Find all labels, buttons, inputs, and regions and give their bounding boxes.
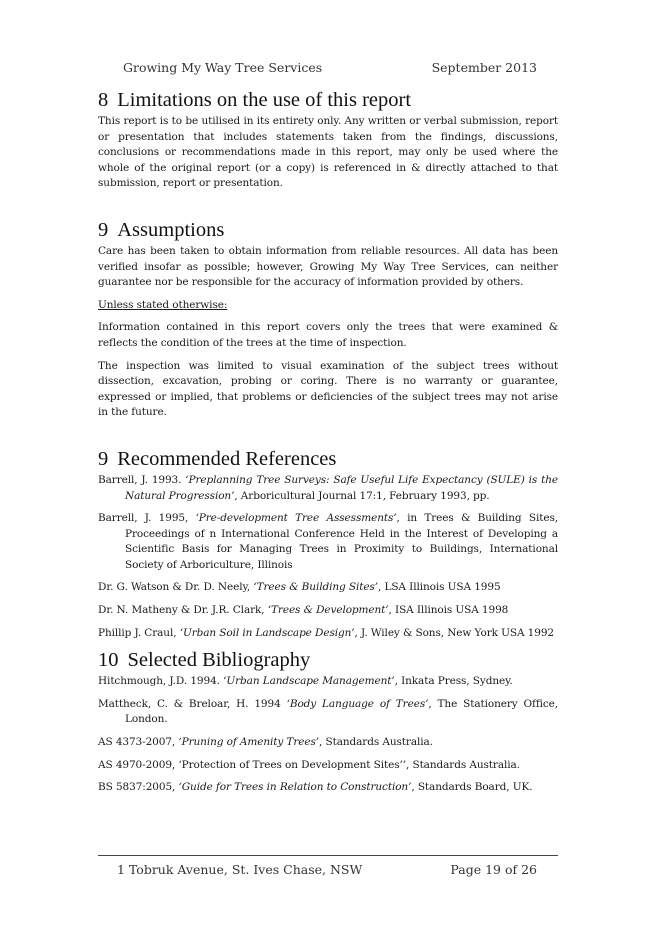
assumptions-paragraph-3: The inspection was limited to visual examination of the subject trees without dissection, excavation, probing or coring. There is no warranty or guarantee, expressed or implied, that problems or deficiencies of the subject trees may not arise in the future.: [98, 359, 558, 419]
reference-title: ‘Preplanning Tree Surveys: Safe Useful Life Expectancy (SULE) is the Natural Progression’: [125, 473, 558, 502]
reference-details: , ISA Illinois USA 1998: [388, 604, 509, 617]
bibliography-author: BS 5837:2005,: [98, 781, 179, 794]
section-number: 8: [98, 89, 109, 111]
assumptions-paragraph-2: Information contained in this report covers only the trees that were examined & reflects the condition of the trees at the time of inspection.: [98, 321, 558, 349]
reference-author: Dr. N. Matheny & Dr. J.R. Clark,: [98, 604, 268, 617]
bibliography-title: ‘Body Language of Trees’: [286, 697, 429, 710]
bibliography-details: , Standards Australia.: [319, 736, 433, 749]
assumptions-paragraph-1: Care has been taken to obtain information from reliable resources. All data has been verified insofar as possible; however, Growing My Way Tree Services, can neither guarantee nor be responsible for the accuracy of information provided by others.: [98, 244, 558, 289]
page-header: [123, 60, 537, 75]
bibliography-title: ‘Urban Landscape Management’: [223, 675, 395, 688]
reference-item: [98, 511, 558, 573]
reference-author: Barrell, J. 1995,: [98, 512, 196, 525]
page-number: Page 19 of 26: [450, 862, 537, 877]
section-heading: [98, 447, 558, 471]
bibliography-item: [98, 735, 558, 751]
references-list: [98, 473, 558, 641]
bibliography-title: ‘Guide for Trees in Relation to Construction’: [178, 781, 412, 794]
bibliography-author: AS 4373-2007,: [98, 736, 179, 749]
reference-title: ‘Pre-development Tree Assessments’: [195, 512, 397, 525]
bibliography-title: ‘Pruning of Amenity Trees’: [178, 736, 320, 749]
bibliography-author: Hitchmough, J.D. 1994.: [98, 675, 224, 688]
bibliography-author: Mattheck, C. & Breloar, H. 1994: [98, 697, 287, 710]
reference-author: Barrell, J. 1993.: [98, 473, 186, 486]
reference-title: ‘Trees & Building Sites’: [253, 581, 378, 594]
section-number: 9: [98, 447, 109, 470]
page-footer: [117, 862, 537, 877]
section-number: 10: [98, 649, 119, 672]
section-bibliography: [98, 648, 558, 796]
section-limitations: [98, 88, 558, 192]
bibliography-item: [98, 697, 558, 728]
section-number: 9: [98, 218, 109, 241]
reference-title: ‘Trees & Development’: [267, 604, 389, 617]
reference-item: [98, 603, 558, 619]
section-title: Assumptions: [117, 218, 225, 241]
bibliography-item: [98, 674, 558, 690]
section-references: [98, 447, 558, 641]
header-date: September 2013: [431, 60, 537, 75]
reference-details: , in Trees & Building Sites, Proceedings of n International Conference Held in the Interest of Developing a Scientific Basis for Managing Trees in Proximity to Buildings, International Society of Arboriculture, Illinois: [125, 512, 558, 571]
section-heading: [98, 218, 558, 242]
bibliography-entry: AS 4970-2009, ‘Protection of Trees on Development Sites’’, Standards Australia.: [98, 758, 520, 771]
section-assumptions: [98, 218, 558, 421]
section-title: Limitations on the use of this report: [117, 89, 412, 111]
unless-stated-text: Unless stated otherwise:: [98, 298, 228, 311]
reference-item: [98, 626, 558, 642]
reference-author: Dr. G. Watson & Dr. D. Neely,: [98, 581, 254, 594]
reference-title: ‘Urban Soil in Landscape Design’: [179, 626, 355, 639]
section-title: Recommended References: [117, 447, 337, 470]
limitations-paragraph: This report is to be utilised in its entirety only. Any written or verbal submission, report or presentation that includes statements taken from the findings, discussions, conclusions or recommendations made in this report, may only be used where the whole of the original report (or a copy) is referenced in & directly attached to that submission, report or presentation.: [98, 115, 558, 190]
bibliography-details: , Standards Board, UK.: [411, 781, 533, 794]
reference-details: , J. Wiley & Sons, New York USA 1992: [354, 626, 554, 639]
section-heading: [98, 648, 558, 672]
reference-details: , Arboricultural Journal 17:1, February 1993, pp.: [234, 489, 490, 502]
reference-item: [98, 580, 558, 596]
header-company: Growing My Way Tree Services: [123, 60, 323, 75]
page-content: [98, 88, 558, 803]
reference-item: [98, 473, 558, 504]
footer-divider: [98, 855, 558, 856]
bibliography-details: , The Stationery Office, London.: [125, 697, 558, 726]
section-title: Selected Bibliography: [127, 649, 311, 672]
unless-stated-label: [98, 298, 558, 314]
section-heading: [98, 88, 558, 112]
bibliography-list: [98, 674, 558, 796]
footer-address: 1 Tobruk Avenue, St. Ives Chase, NSW: [117, 862, 363, 877]
bibliography-item: [98, 780, 558, 796]
bibliography-details: , Inkata Press, Sydney.: [394, 675, 513, 688]
reference-details: , LSA Illinois USA 1995: [377, 581, 501, 594]
bibliography-item: [98, 758, 558, 774]
reference-author: Phillip J. Craul,: [98, 626, 180, 639]
